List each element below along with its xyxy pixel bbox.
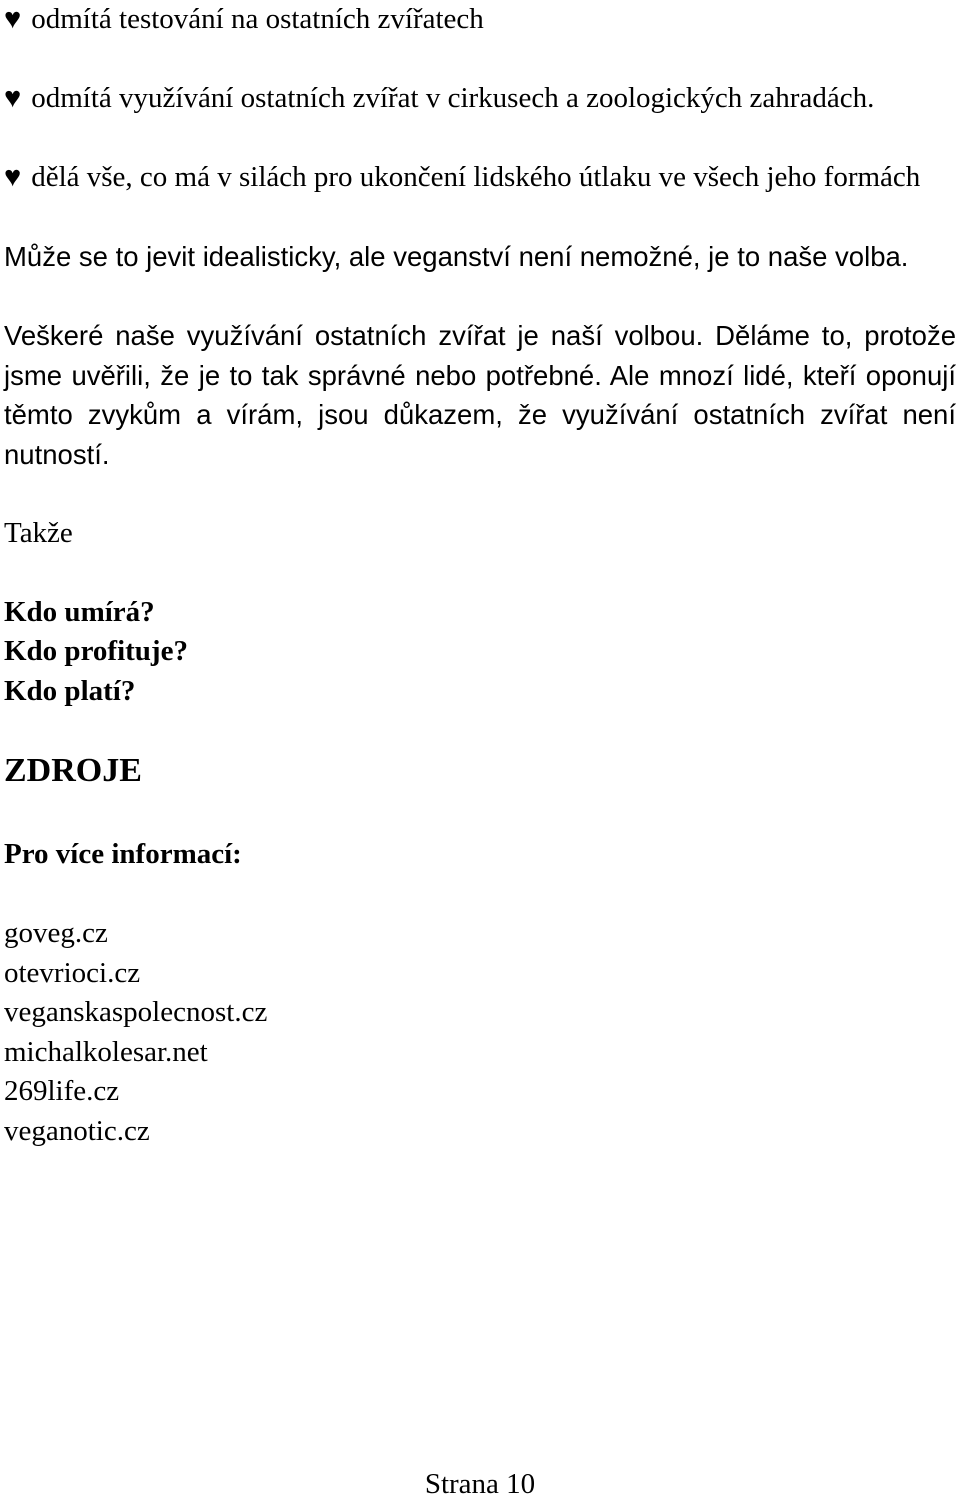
more-info-label: Pro více informací: [4, 837, 242, 870]
question-who-profits: Kdo profituje? [4, 635, 188, 667]
question-who-dies: Kdo umírá? [4, 595, 155, 628]
heart-icon: ♥ [4, 82, 22, 114]
paragraph-choice: Veškeré naše využívání ostatních zvířat je naší volbou. Děláme to, protože jsme uvěřili, že je to tak správné nebo potřebné. Ale mnozí lidé, kteří oponují těmto zvykům a vírám, jsou důkazem, že využívání ostatních zvířat není nutností. [4, 320, 956, 470]
link-goveg[interactable]: goveg.cz [4, 917, 108, 949]
paragraph-idealism: Může se to jevit idealisticky, ale veganství není nemožné, je to naše volba. [4, 241, 909, 272]
takze-text: Takže [4, 516, 73, 549]
heart-icon: ♥ [4, 161, 22, 193]
bullet-item: ♥ odmítá využívání ostatních zvířat v cirkusech a zoologických zahradách. [4, 82, 875, 114]
page-number: Strana 10 [424, 1468, 536, 1500]
question-who-pays: Kdo platí? [4, 674, 136, 707]
bullet-item: ♥ dělá vše, co má v silách pro ukončení lidského útlaku ve všech jeho formách [4, 161, 921, 193]
link-michalkolesar[interactable]: michalkolesar.net [4, 1035, 208, 1068]
link-veganskaspolecnost[interactable]: veganskaspolecnost.cz [4, 996, 268, 1028]
heart-icon: ♥ [4, 3, 22, 35]
links-list [4, 914, 956, 1151]
link-veganotic[interactable]: veganotic.cz [4, 1114, 150, 1147]
link-269life[interactable]: 269life.cz [4, 1075, 120, 1107]
sources-heading: ZDROJE [4, 751, 142, 789]
document-page [4, 0, 956, 1151]
bullet-item: ♥ odmítá testování na ostatních zvířatech [4, 3, 484, 35]
link-otevrioci[interactable]: otevrioci.cz [4, 956, 141, 989]
